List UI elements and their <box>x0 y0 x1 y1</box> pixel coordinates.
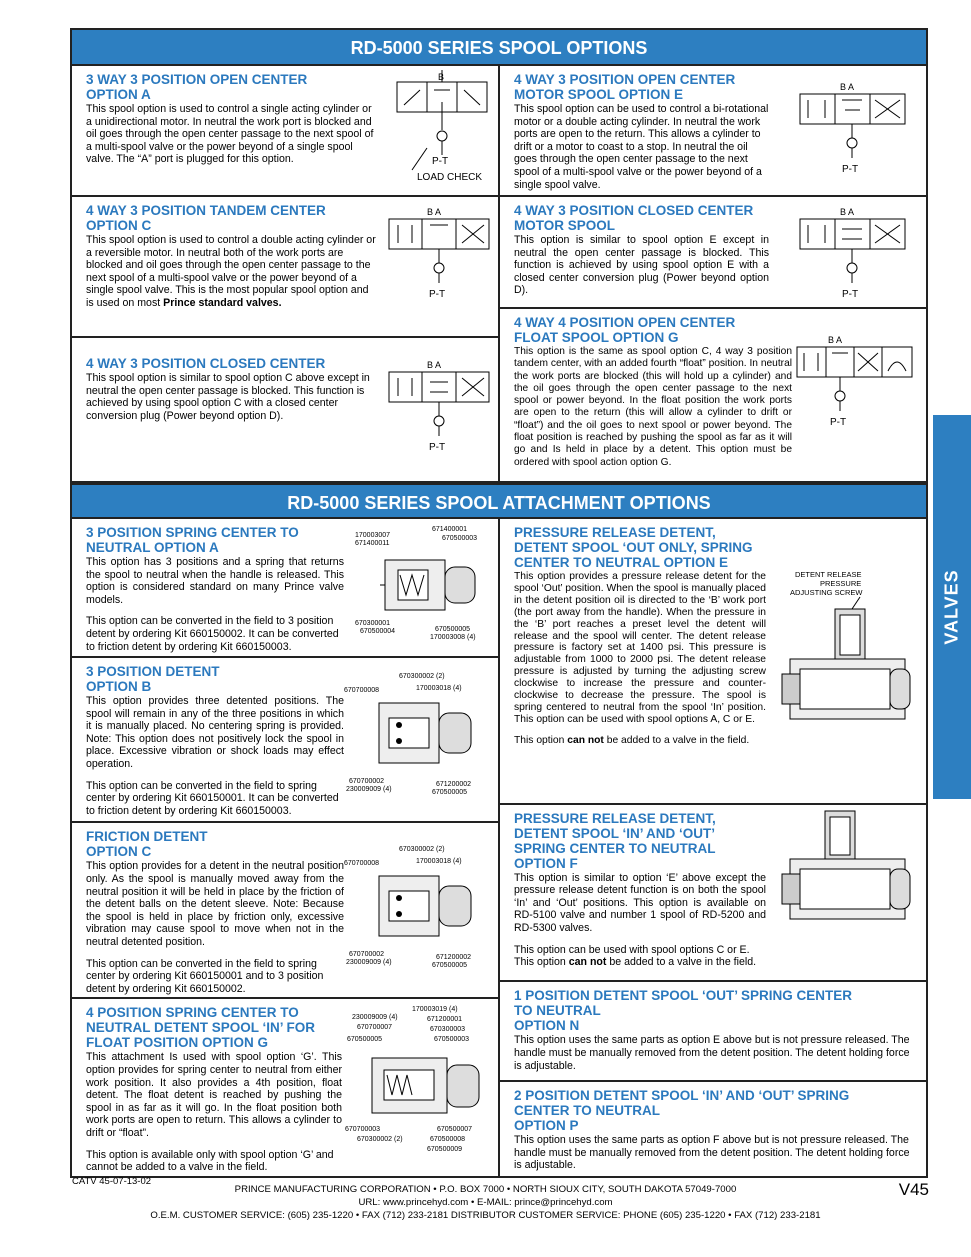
ports-label: B A <box>840 207 855 217</box>
page-frame <box>70 28 928 1178</box>
attachment-options-header: RD-5000 SERIES SPOOL ATTACHMENT OPTIONS <box>72 483 926 519</box>
closed-center-schematic <box>384 358 494 458</box>
option-a-schematic <box>382 70 502 185</box>
option-d-schematic <box>790 205 915 305</box>
adjusting-screw-label-line1: DETENT RELEASE <box>795 570 862 579</box>
attach-spring-a-text2: This option can be converted in the field to 3 position detent by ordering Kit 660150002. It can be converted to friction detent by ordering Kit 660150003. <box>86 615 339 653</box>
part-label: 670500008 <box>430 1136 466 1144</box>
part-label: 670500007 <box>437 1126 473 1134</box>
closed-center-title: 4 WAY 3 POSITION CLOSED CENTER <box>86 356 326 371</box>
attach-friction-c-section <box>72 823 498 999</box>
port-b-label: B <box>438 72 445 82</box>
option-c-title: 4 WAY 3 POSITION TANDEM CENTER OPTION C <box>86 203 326 233</box>
attach-pr-e-text1: This option provides a pressure release detent for the spool ‘Out’ position. When the spool is manually placed in the detent position oil is directed to the ‘B’ work port (the port away from the handle). When the pressure in the ‘B’ port reaches a preset level the detent will release and the spool will center. The detent release pressure is factory set at 1400 psi. This pressure is adjustable from 1000 to 2000 psi. The detent release pressure is adjusted by turning the adjusting screw clockwise to increase the pressure and counter-clockwise to decrease the pressure. The spool is spring centered to neutral from the spool ‘In’ position. This option can be used with spool options A, C or E. <box>514 571 766 725</box>
part-label: 670500003 <box>434 1036 470 1044</box>
attach-p-section <box>500 1082 926 1176</box>
attach-detent-b-section <box>72 658 498 823</box>
part-label: 170003018 (4) <box>416 858 462 866</box>
part-label: 670300002 (2) <box>357 1136 403 1144</box>
option-e-text: This spool option can be used to control a bi-rotational motor or a double acting cylinder. In neutral the work ports are open to the return. This allows a cylinder to drift or a motor to coast to a stop. In neutral the oil goes through the open center passage to the next spool of a multi-spool valve or the power beyond of a single spool valve. <box>514 103 769 191</box>
option-e-title: 4 WAY 3 POSITION OPEN CENTER MOTOR SPOOL OPTION E <box>514 72 736 102</box>
part-label: 230009009 (4) <box>346 959 392 967</box>
attach-pr-f-text2a: This option can be used with spool options C or E. This option <box>514 943 750 969</box>
option-a-section <box>72 66 498 195</box>
attach-pr-f-text2c: be added to a valve in the field. <box>606 956 757 969</box>
attach-pr-e-section <box>500 519 926 805</box>
attach-pr-f-section <box>500 805 926 983</box>
option-g-title: 4 WAY 4 POSITION OPEN CENTER FLOAT SPOOL OPTION G <box>514 315 736 345</box>
pressure-release-detent-drawing <box>780 569 915 749</box>
option-d-section <box>500 197 926 309</box>
attach-detent-b-text2: This option can be converted in the field to spring center by ordering Kit 660150001. It can be converted to friction detent by ordering Kit 660150003. <box>86 779 339 817</box>
part-label: 671200001 <box>427 1016 463 1024</box>
pt-label: P-T <box>429 442 446 453</box>
attach-detent-b-title: 3 POSITION DETENT OPTION B <box>86 664 220 694</box>
part-label: 671200002 <box>436 954 472 962</box>
part-label: 671400001 <box>432 526 468 533</box>
part-label: 670700008 <box>344 687 380 694</box>
catalog-number: CATV 45-07-13-02 <box>72 1176 152 1187</box>
ports-label: B A <box>828 335 843 345</box>
detent-assembly-drawing <box>344 668 489 808</box>
pt-label: P-T <box>429 289 446 300</box>
part-label: 670500003 <box>442 535 478 542</box>
attach-spring-a-title: 3 POSITION SPRING CENTER TO NEUTRAL OPTION A <box>86 525 299 555</box>
part-label: 670500005 <box>432 789 468 796</box>
spring-center-assembly-drawing <box>350 525 490 650</box>
attach-pr-e-text2b: can not <box>567 734 604 746</box>
attach-spring-a-section <box>72 519 498 658</box>
pt-label: P-T <box>842 164 859 175</box>
page-number: V45 <box>898 1180 929 1199</box>
valves-side-tab-label: VALVES <box>941 569 962 645</box>
pt-label: P-T <box>842 289 859 300</box>
part-label: 670500005 <box>347 1036 383 1044</box>
option-c-text: This spool option is used to control a double acting cylinder or a reversible motor. In neutral both of the work ports are blocked and oil goes through the open center passage to the next spool of a multi-spool valve or the power beyond of a single spool valve. This is the most popular spool option and is used on most <box>86 234 376 309</box>
part-label: 670700003 <box>345 1126 381 1134</box>
closed-center-text: This spool option is similar to spool option C above except in neutral the open center passage is blocked. This function is achieved by using spool option C with a closed center conversion plug (Power beyond option D). <box>86 372 370 422</box>
attach-p-text: This option uses the same parts as option F above but is not pressure released. The handle must be manually removed from the detent position. The detent holding force is adjustable. <box>514 1134 910 1172</box>
attach-friction-c-text1: This option provides for a detent in the neutral position only. As the spool is manually moved away from the neutral position it will be held in place by the friction of the detent balls on the detent sleeve. Note: Because the spool is held in place by friction only, excessive vibration may cause spool to move when not in the neutral detented position. <box>86 860 344 948</box>
option-d-text: This option is similar to spool option E except in neutral the open center passage is blocked. This function is achieved by using spool option E with a closed center conversion plug (Power beyond option D). <box>514 234 769 297</box>
option-c-text-bold: Prince standard valves. <box>163 296 282 309</box>
attach-pr-e-title: PRESSURE RELEASE DETENT, DETENT SPOOL ‘OUT ONLY, SPRING CENTER TO NEUTRAL OPTION E <box>514 525 753 570</box>
part-label: 671400011 <box>355 540 390 547</box>
footer-address: PRINCE MANUFACTURING CORPORATION • P.O. BOX 7000 • NORTH SIOUX CITY, SOUTH DAKOTA 57049-7000 <box>234 1184 737 1195</box>
attach-n-section <box>500 982 926 1082</box>
ports-label: B A <box>840 82 855 92</box>
attach-pr-f-text1: This option is similar to option ‘E’ above except the pressure release detent function is on both the spool ‘In’ and ‘Out’ positions. This option is available on RD-5100 valve and number 1 spool of RD-5200 and RD-5300 valves. <box>514 871 766 934</box>
part-label: 670300002 (2) <box>399 846 445 854</box>
part-label: 670700002 <box>349 778 385 785</box>
adjusting-screw-label-line2: PRESSURE <box>820 579 862 588</box>
part-label: 670700007 <box>357 1024 393 1032</box>
option-c-schematic <box>384 205 494 305</box>
part-label: 671200002 <box>436 781 472 788</box>
attach-friction-c-text2: This option can be converted in the field to spring center by ordering Kit 660150001 and to 3 position detent by ordering Kit 660150002. <box>86 957 324 995</box>
part-label: 670500004 <box>360 628 396 635</box>
part-label: 670700008 <box>344 860 380 868</box>
option-d-title: 4 WAY 3 POSITION CLOSED CENTER MOTOR SPOOL <box>514 203 754 233</box>
part-label: 670300003 <box>430 1026 466 1034</box>
option-g-text: This option is the same as spool option C, 4 way 3 position tandem center, with an added fourth “float” position. In neutral the work ports are blocked (this will hold up a cylinder) and the oil goes through the open center passage to the next spool or power beyond. In the float position the work ports are open to the return (this will allow a cylinder to drift or “float”) and the oil goes to next spool or power beyond. The float position is reached by pushing the spool as far as it will go and Is held in place by a detent. This option must be ordered with spool action option G. <box>514 346 792 468</box>
attach-pr-f-text2b: can not <box>568 956 607 969</box>
option-g-section <box>500 309 926 481</box>
attach-p-title: 2 POSITION DETENT SPOOL ‘IN’ AND ‘OUT’ SPRING CENTER TO NEUTRAL OPTION P <box>514 1088 850 1134</box>
footer-contact: URL: www.princehyd.com • E-MAIL: prince@princehyd.com <box>358 1197 613 1208</box>
part-label: 670500005 <box>435 626 471 633</box>
option-g-schematic <box>792 327 917 437</box>
ports-label: B A <box>427 207 442 217</box>
option-e-section <box>500 66 926 195</box>
footer-service: O.E.M. CUSTOMER SERVICE: (605) 235-1220 • FAX (712) 233-2181 DISTRIBUTOR CUSTOMER SERVICE: PHONE (605) 235-1220 • FAX (712) 233-2181 <box>150 1210 821 1221</box>
attach-n-text: This option uses the same parts as option E above but is not pressure released. The handle must be manually removed from the detent position. The detent holding force is adjustable. <box>514 1034 910 1072</box>
attach-n-title: 1 POSITION DETENT SPOOL ‘OUT’ SPRING CENTER TO NEUTRAL OPTION N <box>514 988 853 1034</box>
part-label: 170003019 (4) <box>412 1006 458 1014</box>
option-a-title: 3 WAY 3 POSITION OPEN CENTER OPTION A <box>86 72 308 102</box>
load-check-label: LOAD CHECK <box>417 172 483 183</box>
pt-label: P-T <box>830 417 847 428</box>
closed-center-section <box>72 338 498 481</box>
pressure-release-detent-f-drawing <box>780 809 915 929</box>
part-label: 670500005 <box>432 962 468 970</box>
attach-pr-e-text2c: be added to a valve in the field. <box>603 734 750 746</box>
option-c-section <box>72 197 498 338</box>
part-label: 170003007 <box>355 532 391 539</box>
adjusting-screw-label-line3: ADJUSTING SCREW <box>790 588 863 597</box>
attach-detent-b-text1: This option provides three detented positions. The spool will remain in any of the three positions in which it is manually placed. No centering spring is provided. Note: This option does not positively lock the spool in place. Excessive vibration or shock loads may effect operation. <box>86 695 344 770</box>
valves-side-tab <box>933 415 971 799</box>
part-label: 670700002 <box>349 951 385 959</box>
attach-friction-c-title: FRICTION DETENT OPTION C <box>86 829 208 860</box>
attach-pr-f-title: PRESSURE RELEASE DETENT, DETENT SPOOL ‘IN’ AND ‘OUT’ SPRING CENTER TO NEUTRAL OPTION F <box>514 810 716 871</box>
option-a-text: This spool option is used to control a single acting cylinder or a unidirectional motor. In neutral the work port is blocked and oil goes through the open center passage to the next spool of a multi-spool valve or the power beyond of a single spool valve. The “A” port is plugged for this option. <box>86 103 374 166</box>
attach-spring-a-text1: This option has 3 positions and a spring that returns the spool to neutral when the handle is released. This option is considered standard on many Prince valve models. <box>86 556 344 606</box>
part-label: 670300001 <box>355 620 391 627</box>
part-label: 670300002 (2) <box>399 673 445 680</box>
friction-detent-assembly-drawing <box>344 841 489 981</box>
option-e-schematic <box>790 80 915 180</box>
part-label: 670500009 <box>427 1146 463 1154</box>
attach-float-g-title: 4 POSITION SPRING CENTER TO NEUTRAL DETENT SPOOL ‘IN’ FOR FLOAT POSITION OPTION G <box>86 1005 316 1051</box>
ports-label: B A <box>427 360 442 370</box>
attach-pr-e-text2a: This option <box>514 734 568 746</box>
attach-float-g-text2: This option is available only with spool option ‘G’ and cannot be added to a valve in the field. <box>86 1148 334 1174</box>
pt-label: P-T <box>432 156 449 167</box>
spool-options-header: RD-5000 SERIES SPOOL OPTIONS <box>72 30 926 66</box>
float-detent-assembly-drawing <box>342 1003 492 1163</box>
part-label: 230009009 (4) <box>352 1014 398 1022</box>
part-label: 230009009 (4) <box>346 786 392 793</box>
attach-float-g-text1: This attachment Is used with spool option ‘G’. This option provides for spring center to neutral from either work position. It also provides a 4th position, float detent. The float detent is reached by pushing the spool in as far as it will go. In the float position both work ports are open to return. This allows a cylinder to drift or “float”. <box>86 1051 342 1139</box>
part-label: 170003008 (4) <box>430 634 476 641</box>
attach-float-g-section <box>72 999 498 1177</box>
part-label: 170003018 (4) <box>416 685 462 692</box>
